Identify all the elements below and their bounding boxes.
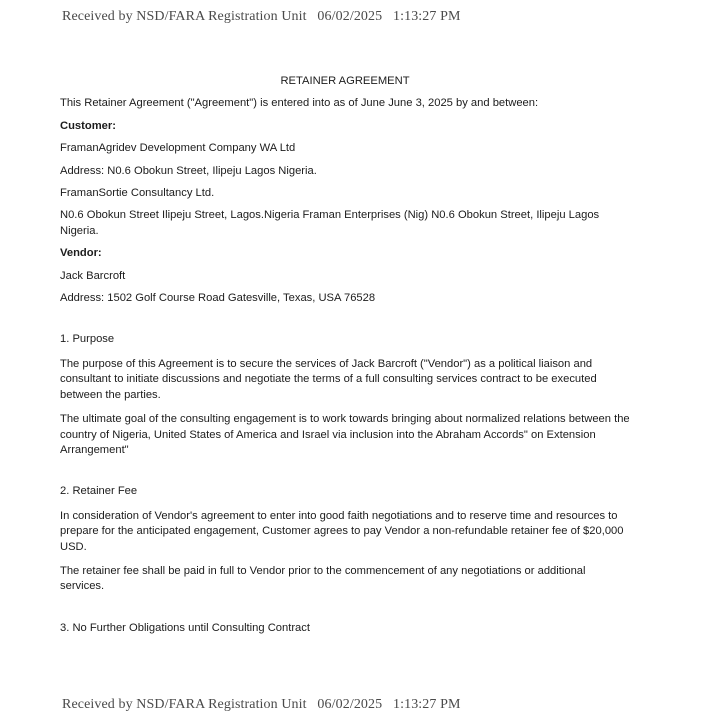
vendor-address: Address: 1502 Golf Course Road Gatesville, Texas, USA 76528 (60, 292, 376, 305)
registration-stamp-top: Received by NSD/FARA Registration Unit 06/02/2025 1:13:27 PM (62, 9, 461, 24)
section-heading-retainer-fee: 2. Retainer Fee (60, 485, 138, 498)
vendor-heading: Vendor: (60, 247, 102, 260)
intro-paragraph: This Retainer Agreement ("Agreement") is entered into as of June June 3, 2025 by and between: (60, 97, 539, 110)
vendor-name: Jack Barcroft (60, 269, 126, 282)
agreement-body (60, 74, 630, 636)
customer-address-2: N0.6 Obokun Street Ilipeju Street, Lagos.Nigeria Framan Enterprises (Nig) N0.6 Obokun Street, Ilipeju Lagos Nigeria. (60, 209, 600, 237)
section-heading-no-further-obligations: 3. No Further Obligations until Consulting Contract (60, 621, 310, 634)
customer-name: FramanAgridev Development Company WA Ltd (60, 142, 296, 155)
purpose-paragraph-2: The ultimate goal of the consulting engagement is to work towards bringing about normalized relations between the country of Nigeria, United States of America and Israel via inclusion into the Abraham Accords" on Extension Arrangement" (60, 413, 630, 456)
section-heading-purpose: 1. Purpose (60, 333, 115, 346)
purpose-paragraph-1: The purpose of this Agreement is to secure the services of Jack Barcroft ("Vendor") as a political liaison and consultant to initiate discussions and negotiate the terms of a full consulting services contract to be executed between the parties. (60, 357, 597, 401)
customer-name-2: FramanSortie Consultancy Ltd. (60, 187, 215, 200)
retainer-fee-paragraph-2: The retainer fee shall be paid in full to Vendor prior to the commencement of any negotiations or additional services. (60, 564, 586, 593)
retainer-fee-paragraph-1: In consideration of Vendor's agreement to enter into good faith negotiations and to reserve time and resources to prepare for the anticipated engagement, Customer agrees to pay Vendor a non-refundable retainer fee of $20,000 USD. (60, 509, 624, 553)
customer-heading: Customer: (60, 119, 116, 132)
customer-address: Address: N0.6 Obokun Street, Ilipeju Lagos Nigeria. (60, 164, 317, 177)
document-title: RETAINER AGREEMENT (280, 75, 410, 87)
registration-stamp-bottom: Received by NSD/FARA Registration Unit 06/02/2025 1:13:27 PM (62, 697, 461, 712)
